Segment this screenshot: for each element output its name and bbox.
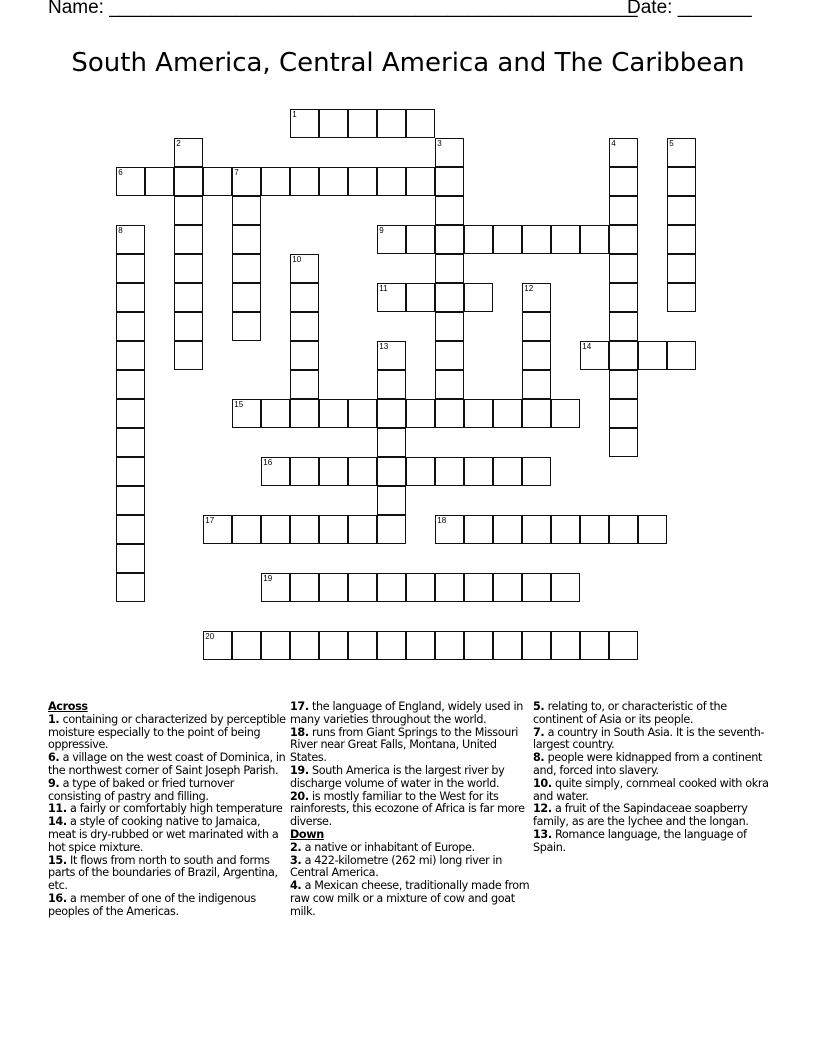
clues-column-2 [290, 701, 530, 919]
grid-cell[interactable] [667, 167, 696, 196]
grid-cell[interactable] [348, 515, 377, 544]
grid-cell[interactable] [348, 631, 377, 660]
across-clue [290, 701, 530, 727]
clues-column-3 [533, 701, 773, 855]
grid-cell[interactable] [464, 515, 493, 544]
grid-cell[interactable] [406, 225, 435, 254]
clue-text: It flows from north to south and forms parts of the boundaries of Brazil, Argentina, etc. [48, 853, 278, 893]
clue-text: the language of England, widely used in many varieties throughout the world. [290, 700, 523, 726]
grid-cell[interactable] [377, 283, 406, 312]
grid-cell[interactable] [174, 312, 203, 341]
grid-cell[interactable] [522, 283, 551, 312]
grid-cell[interactable] [290, 399, 319, 428]
grid-cell[interactable] [609, 631, 638, 660]
grid-cell[interactable] [116, 544, 145, 573]
grid-cell[interactable] [580, 515, 609, 544]
clue-num: 8. [533, 751, 545, 765]
grid-cell[interactable] [290, 631, 319, 660]
down-clue [533, 829, 773, 855]
down-clue [290, 880, 530, 918]
clue-text: a member of one of the indigenous peoples of the Americas. [48, 891, 256, 918]
clue-text: a style of cooking native to Jamaica, meat is dry-rubbed or wet marinated with a hot spice mixture. [48, 815, 279, 854]
clue-number: 7 [234, 168, 239, 178]
grid-cell[interactable] [261, 573, 290, 602]
grid-cell[interactable] [609, 370, 638, 399]
grid-cell[interactable] [174, 167, 203, 196]
clue-number: 9 [379, 226, 384, 236]
grid-cell[interactable] [609, 399, 638, 428]
grid-cell[interactable] [638, 341, 667, 370]
grid-cell[interactable] [261, 399, 290, 428]
grid-cell[interactable] [406, 631, 435, 660]
grid-cell[interactable] [116, 312, 145, 341]
grid-cell[interactable] [290, 254, 319, 283]
grid-cell[interactable] [116, 167, 145, 196]
grid-cell[interactable] [174, 283, 203, 312]
clue-num: 18. [290, 725, 309, 739]
clue-num: 9. [48, 776, 60, 790]
grid-cell[interactable] [580, 341, 609, 370]
grid-cell[interactable] [290, 573, 319, 602]
grid-cell[interactable] [116, 341, 145, 370]
grid-cell[interactable] [377, 515, 406, 544]
page-title: South America, Central America and The Caribbean [71, 48, 745, 78]
clue-text: a type of baked or fried turnover consisting of pastry and filling. [48, 776, 234, 803]
grid-cell[interactable] [435, 167, 464, 196]
clue-num: 12. [533, 802, 552, 816]
clue-number: 4 [611, 139, 616, 149]
across-clue [290, 727, 530, 765]
grid-cell[interactable] [290, 457, 319, 486]
grid-cell[interactable] [290, 515, 319, 544]
clue-number: 10 [292, 255, 302, 265]
grid-cell[interactable] [116, 573, 145, 602]
clue-text: a native or inhabitant of Europe. [304, 840, 475, 854]
grid-cell[interactable] [435, 196, 464, 225]
grid-cell[interactable] [609, 196, 638, 225]
down-heading: Down [290, 827, 324, 841]
down-clue [290, 855, 530, 881]
grid-cell[interactable] [319, 457, 348, 486]
grid-cell[interactable] [406, 109, 435, 138]
grid-cell[interactable] [261, 515, 290, 544]
grid-cell[interactable] [551, 573, 580, 602]
grid-cell[interactable] [435, 399, 464, 428]
grid-cell[interactable] [551, 515, 580, 544]
clue-text: a Mexican cheese, traditionally made from raw cow milk or a mixture of cow and goat milk. [290, 879, 530, 918]
clue-number: 20 [205, 632, 215, 642]
grid-cell[interactable] [609, 225, 638, 254]
grid-cell[interactable] [116, 254, 145, 283]
grid-cell[interactable] [435, 283, 464, 312]
clue-num: 17. [290, 700, 309, 713]
grid-cell[interactable] [464, 573, 493, 602]
grid-cell[interactable] [406, 457, 435, 486]
grid-cell[interactable] [609, 167, 638, 196]
across-clue [48, 816, 288, 854]
grid-cell[interactable] [638, 515, 667, 544]
clue-number: 17 [205, 516, 215, 526]
grid-cell[interactable] [522, 631, 551, 660]
grid-cell[interactable] [290, 167, 319, 196]
grid-cell[interactable] [232, 167, 261, 196]
grid-cell[interactable] [493, 515, 522, 544]
clue-text: is mostly familiar to the West for its rainforests, this ecozone of Africa is far more diverse. [290, 789, 525, 829]
grid-cell[interactable] [116, 486, 145, 515]
grid-cell[interactable] [348, 109, 377, 138]
clue-text: a 422-kilometre (262 mi) long river in Central America. [290, 853, 503, 880]
clue-num: 6. [48, 751, 60, 765]
grid-cell[interactable] [464, 457, 493, 486]
grid-cell[interactable] [377, 167, 406, 196]
across-clue [48, 714, 288, 752]
grid-cell[interactable] [551, 399, 580, 428]
grid-cell[interactable] [406, 573, 435, 602]
grid-cell[interactable] [522, 399, 551, 428]
grid-cell[interactable] [290, 370, 319, 399]
clue-num: 13. [533, 827, 552, 841]
grid-cell[interactable] [203, 167, 232, 196]
grid-cell[interactable] [116, 283, 145, 312]
clue-number: 19 [263, 574, 273, 584]
clue-num: 4. [290, 879, 302, 893]
grid-cell[interactable] [609, 254, 638, 283]
grid-cell[interactable] [232, 225, 261, 254]
grid-cell[interactable] [203, 631, 232, 660]
grid-cell[interactable] [290, 341, 319, 370]
grid-cell[interactable] [348, 399, 377, 428]
grid-cell[interactable] [377, 109, 406, 138]
grid-cell[interactable] [667, 254, 696, 283]
clue-num: 3. [290, 853, 302, 867]
grid-cell[interactable] [377, 428, 406, 457]
clue-text: a village on the west coast of Dominica, in the northwest corner of Saint Joseph Parish. [48, 751, 286, 777]
grid-cell[interactable] [116, 370, 145, 399]
grid-cell[interactable] [232, 254, 261, 283]
grid-cell[interactable] [232, 283, 261, 312]
clue-number: 18 [437, 516, 447, 526]
grid-cell[interactable] [232, 312, 261, 341]
clue-text: relating to, or characteristic of the continent of Asia or its people. [533, 700, 727, 726]
grid-cell[interactable] [522, 370, 551, 399]
grid-cell[interactable] [319, 573, 348, 602]
grid-cell[interactable] [377, 399, 406, 428]
clue-num: 1. [48, 712, 60, 726]
grid-cell[interactable] [522, 515, 551, 544]
grid-cell[interactable] [551, 225, 580, 254]
clue-number: 6 [118, 168, 123, 178]
grid-cell[interactable] [493, 225, 522, 254]
grid-cell[interactable] [493, 573, 522, 602]
down-clue [533, 778, 773, 804]
clue-text: people were kidnapped from a continent and, forced into slavery. [533, 751, 762, 777]
grid-cell[interactable] [435, 254, 464, 283]
clue-num: 11. [48, 802, 67, 816]
grid-cell[interactable] [116, 457, 145, 486]
grid-cell[interactable] [174, 341, 203, 370]
across-clue [48, 778, 288, 804]
grid-cell[interactable] [232, 399, 261, 428]
grid-cell[interactable] [667, 341, 696, 370]
grid-cell[interactable] [348, 573, 377, 602]
grid-cell[interactable] [464, 283, 493, 312]
grid-cell[interactable] [493, 457, 522, 486]
grid-cell[interactable] [522, 341, 551, 370]
grid-cell[interactable] [145, 167, 174, 196]
grid-cell[interactable] [348, 167, 377, 196]
grid-cell[interactable] [435, 370, 464, 399]
grid-cell[interactable] [116, 428, 145, 457]
grid-cell[interactable] [174, 254, 203, 283]
clue-num: 14. [48, 815, 67, 829]
grid-cell[interactable] [667, 225, 696, 254]
across-clue [290, 765, 530, 791]
grid-cell[interactable] [609, 312, 638, 341]
clue-num: 10. [533, 776, 552, 790]
grid-cell[interactable] [377, 370, 406, 399]
grid-cell[interactable] [435, 341, 464, 370]
grid-cell[interactable] [377, 486, 406, 515]
grid-cell[interactable] [290, 283, 319, 312]
grid-cell[interactable] [290, 109, 319, 138]
name-field[interactable]: Name: __________________________________________________ [48, 0, 638, 18]
grid-cell[interactable] [435, 312, 464, 341]
grid-cell[interactable] [319, 515, 348, 544]
clue-number: 11 [379, 284, 388, 294]
grid-cell[interactable] [522, 312, 551, 341]
grid-cell[interactable] [609, 428, 638, 457]
grid-cell[interactable] [435, 225, 464, 254]
clue-number: 2 [176, 139, 181, 149]
down-clue [533, 701, 773, 727]
grid-cell[interactable] [232, 631, 261, 660]
grid-cell[interactable] [116, 399, 145, 428]
clue-number: 3 [437, 139, 442, 149]
grid-cell[interactable] [174, 225, 203, 254]
across-clue [48, 855, 288, 893]
grid-cell[interactable] [319, 399, 348, 428]
clue-number: 1 [292, 110, 297, 120]
grid-cell[interactable] [116, 515, 145, 544]
grid-cell[interactable] [261, 457, 290, 486]
grid-cell[interactable] [435, 138, 464, 167]
grid-cell[interactable] [493, 399, 522, 428]
grid-cell[interactable] [232, 515, 261, 544]
grid-cell[interactable] [261, 167, 290, 196]
grid-cell[interactable] [522, 225, 551, 254]
date-field[interactable]: Date: _______ [627, 0, 752, 18]
grid-cell[interactable] [116, 225, 145, 254]
clues-column-1 [48, 701, 288, 919]
grid-cell[interactable] [319, 167, 348, 196]
clue-number: 13 [379, 342, 389, 352]
clue-number: 15 [234, 400, 244, 410]
grid-cell[interactable] [377, 631, 406, 660]
grid-cell[interactable] [435, 573, 464, 602]
grid-cell[interactable] [435, 631, 464, 660]
clue-num: 19. [290, 763, 309, 777]
grid-cell[interactable] [551, 631, 580, 660]
grid-cell[interactable] [406, 167, 435, 196]
clue-num: 7. [533, 725, 545, 739]
down-clue [533, 752, 773, 778]
grid-cell[interactable] [667, 283, 696, 312]
grid-cell[interactable] [580, 225, 609, 254]
grid-cell[interactable] [174, 196, 203, 225]
grid-cell[interactable] [609, 283, 638, 312]
grid-cell[interactable] [522, 573, 551, 602]
clue-num: 5. [533, 700, 545, 713]
grid-cell[interactable] [522, 457, 551, 486]
grid-cell[interactable] [232, 196, 261, 225]
clue-num: 15. [48, 853, 67, 867]
grid-cell[interactable] [377, 341, 406, 370]
clue-number: 14 [582, 342, 592, 352]
across-heading: Across [48, 700, 88, 713]
grid-cell[interactable] [609, 515, 638, 544]
down-clue [533, 803, 773, 829]
across-clue [48, 893, 288, 919]
grid-cell[interactable] [435, 515, 464, 544]
clue-text: containing or characterized by perceptible moisture especially to the point of being oppressive. [48, 712, 286, 752]
grid-cell[interactable] [203, 515, 232, 544]
grid-cell[interactable] [667, 138, 696, 167]
clue-num: 16. [48, 891, 67, 905]
grid-cell[interactable] [319, 109, 348, 138]
clue-number: 5 [669, 139, 674, 149]
grid-cell[interactable] [319, 631, 348, 660]
grid-cell[interactable] [580, 631, 609, 660]
grid-cell[interactable] [290, 312, 319, 341]
clue-num: 2. [290, 840, 302, 854]
grid-cell[interactable] [493, 631, 522, 660]
across-clue [48, 752, 288, 778]
grid-cell[interactable] [377, 457, 406, 486]
grid-cell[interactable] [667, 196, 696, 225]
grid-cell[interactable] [377, 573, 406, 602]
grid-cell[interactable] [609, 138, 638, 167]
grid-cell[interactable] [609, 341, 638, 370]
clue-number: 12 [524, 284, 534, 294]
down-clue [533, 727, 773, 753]
clue-text: runs from Giant Springs to the Missouri River near Great Falls, Montana, United States. [290, 725, 519, 765]
grid-cell[interactable] [406, 399, 435, 428]
across-clue [290, 791, 530, 829]
grid-cell[interactable] [464, 631, 493, 660]
grid-cell[interactable] [406, 283, 435, 312]
clue-text: a country in South Asia. It is the seventh-largest country. [533, 725, 765, 752]
clue-text: Romance language, the language of Spain. [533, 827, 747, 854]
clue-text: quite simply, cornmeal cooked with okra and water. [533, 776, 769, 803]
clue-number: 8 [118, 226, 123, 236]
clue-num: 20. [290, 789, 309, 803]
grid-cell[interactable] [261, 631, 290, 660]
grid-cell[interactable] [464, 399, 493, 428]
grid-cell[interactable] [377, 225, 406, 254]
grid-cell[interactable] [174, 138, 203, 167]
clue-text: a fairly or comfortably high temperature [70, 802, 283, 816]
clue-text: a fruit of the Sapindaceae soapberry family, as are the lychee and the longan. [533, 802, 749, 829]
grid-cell[interactable] [348, 457, 377, 486]
clue-number: 16 [263, 458, 273, 468]
grid-cell[interactable] [435, 457, 464, 486]
clue-text: South America is the largest river by discharge volume of water in the world. [290, 763, 505, 790]
grid-cell[interactable] [464, 225, 493, 254]
